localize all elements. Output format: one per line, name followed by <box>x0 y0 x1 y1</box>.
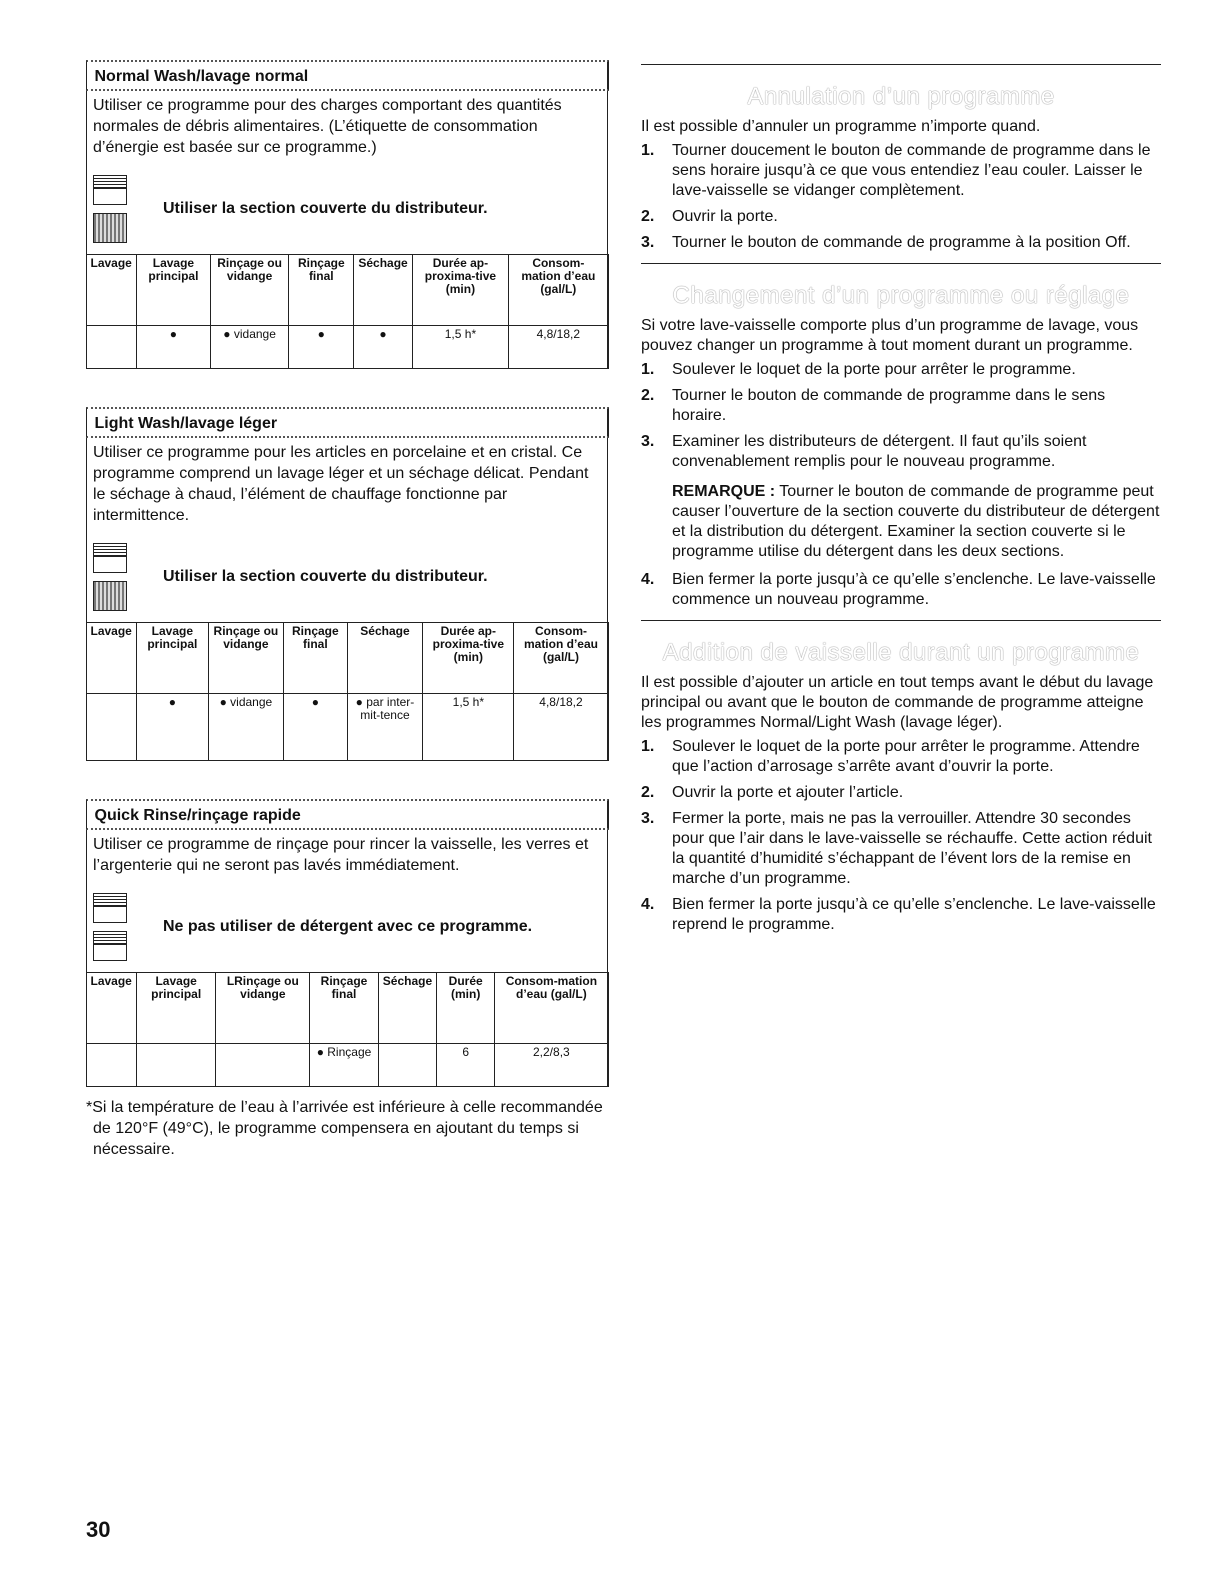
dispenser-instruction-text: Ne pas utiliser de détergent avec ce programme. <box>163 918 533 935</box>
section-change <box>641 263 1161 610</box>
table-header: LRinçage ou vidange <box>216 973 310 1044</box>
table-header: Lavage principal <box>136 255 210 326</box>
steps-list <box>641 570 1161 610</box>
cycle-title: Light Wash/lavage léger <box>86 407 609 438</box>
table-cell: ● <box>283 694 347 761</box>
note <box>641 482 1161 562</box>
cycle-light-wash <box>86 407 608 761</box>
section-add <box>641 620 1161 935</box>
open-dispenser-icon <box>93 893 127 923</box>
list-item: 1. Soulever le loquet de la porte pour arrêter le programme. Attendre que l’action d’arrosage s’arrête avant d’ouvrir la porte. <box>641 738 1140 775</box>
table-header: Rinçage final <box>289 255 354 326</box>
section-title: Addition de vaisselle durant un programme <box>662 639 1140 666</box>
table-header: Lavage principal <box>136 973 216 1044</box>
steps-list <box>641 360 1161 472</box>
section-intro: Il est possible d’ajouter un article en tout temps avant le début du lavage principal ou avant que le bouton de commande de programme atteigne les programmes Normal/Light Wash (lavage léger). <box>641 674 1154 731</box>
table-header: Rinçage ou vidange <box>208 623 283 694</box>
section-title: Annulation d’un programme <box>747 83 1055 110</box>
table-header: Durée (min) <box>437 973 495 1044</box>
table-cell: ● <box>354 326 412 369</box>
table-header: Lavage principal <box>136 623 208 694</box>
table-header: Consom-mation d’eau (gal/L) <box>495 973 608 1044</box>
table-header: Séchage <box>378 973 436 1044</box>
dispenser-instruction <box>87 882 607 972</box>
table-cell <box>216 1044 310 1087</box>
left-column <box>86 60 608 1160</box>
table-header: Lavage <box>86 973 136 1044</box>
cycle-description: Utiliser ce programme pour des charges comportant des quantités normales de débris alimentaires. (L’étiquette de consommation d’énergie est basée sur ce programme.) <box>93 97 562 156</box>
table-cell: 1,5 h* <box>412 326 508 369</box>
table-cell <box>86 694 136 761</box>
footnote <box>86 1097 608 1160</box>
cycle-table <box>86 972 609 1087</box>
right-column <box>641 64 1161 945</box>
steps-list <box>641 141 1161 253</box>
open-dispenser-icon <box>93 175 127 205</box>
section-cancel <box>641 64 1161 253</box>
covered-dispenser-filled-icon <box>93 581 127 611</box>
section-intro: Si votre lave-vaisselle comporte plus d’un programme de lavage, vous pouvez changer un programme à tout moment durant un programme. <box>641 317 1139 354</box>
list-item: 3. Examiner les distributeurs de détergent. Il faut qu’ils soient convenablement remplis pour le nouveau programme. <box>641 433 1087 470</box>
table-cell <box>86 326 136 369</box>
list-item: 4. Bien fermer la porte jusqu’à ce qu’elle s’enclenche. Le lave-vaisselle commence un nouveau programme. <box>641 571 1156 608</box>
table-header: Consom-mation d’eau (gal/L) <box>514 623 608 694</box>
table-header: Rinçage final <box>283 623 347 694</box>
list-item: 1. Soulever le loquet de la porte pour arrêter le programme. <box>641 361 1076 378</box>
cycle-description: Utiliser ce programme pour les articles en porcelaine et en cristal. Ce programme comprend un lavage léger et un séchage délicat. Pendant le séchage à chaud, l’élément de chauffage fonctionne par intermittence. <box>93 444 589 524</box>
cycle-title: Normal Wash/lavage normal <box>86 60 609 91</box>
note-label: REMARQUE : <box>672 483 776 500</box>
table-cell: 2,2/8,3 <box>495 1044 608 1087</box>
table-cell: ● <box>136 326 210 369</box>
section-intro: Il est possible d’annuler un programme n’importe quand. <box>641 118 1041 135</box>
list-item: 2. Ouvrir la porte et ajouter l’article. <box>641 784 904 801</box>
dispenser-instruction-text: Utiliser la section couverte du distributeur. <box>163 200 488 217</box>
table-header: Rinçage final <box>310 973 379 1044</box>
list-item: 3. Tourner le bouton de commande de programme à la position Off. <box>641 234 1131 251</box>
covered-dispenser-filled-icon <box>93 213 127 243</box>
table-header: Séchage <box>354 255 412 326</box>
open-dispenser-icon <box>93 543 127 573</box>
cycle-title: Quick Rinse/rinçage rapide <box>86 799 609 830</box>
list-item: 2. Tourner le bouton de commande de programme dans le sens horaire. <box>641 387 1106 424</box>
note-text: Tourner le bouton de commande de programme peut causer l’ouverture de la section couverte du distributeur de détergent et la distribution du détergent. Examiner la section couverte si le programme utilise du détergent dans les deux sections. <box>672 483 1160 560</box>
table-header: Séchage <box>347 623 422 694</box>
table-cell <box>136 1044 216 1087</box>
footnote-text: *Si la température de l’eau à l’arrivée est inférieure à celle recommandée de 120°F (49°C), le programme compensera en ajoutant du temps si nécessaire. <box>86 1099 603 1158</box>
table-cell: 6 <box>437 1044 495 1087</box>
table-header: Lavage <box>86 623 136 694</box>
list-item: 3. Fermer la porte, mais ne pas la verrouiller. Attendre 30 secondes pour que l’air dans le lave-vaisselle se réchauffe. Cette action réduit la quantité d’humidité s’échappant de l’évent lors de la remise en marche d’un programme. <box>641 810 1152 887</box>
cycle-description: Utiliser ce programme de rinçage pour rincer la vaisselle, les verres et l’argenterie qui ne seront pas lavés immédiatement. <box>93 836 589 874</box>
table-cell: ● vidange <box>210 326 288 369</box>
section-title: Changement d’un programme ou réglage <box>672 282 1130 309</box>
list-item: 2. Ouvrir la porte. <box>641 208 778 225</box>
table-header: Consom-mation d’eau (gal/L) <box>509 255 608 326</box>
dispenser-instruction <box>87 532 607 622</box>
cycle-normal-wash <box>86 60 608 369</box>
table-cell: 1,5 h* <box>423 694 514 761</box>
table-cell: 4,8/18,2 <box>509 326 608 369</box>
table-cell: ● Rinçage <box>310 1044 379 1087</box>
table-cell <box>378 1044 436 1087</box>
table-cell: ● <box>136 694 208 761</box>
cycle-quick-rinse <box>86 799 608 1087</box>
table-cell: ● <box>289 326 354 369</box>
dispenser-instruction <box>87 164 607 254</box>
open-dispenser-icon <box>93 931 127 961</box>
table-cell: 4,8/18,2 <box>514 694 608 761</box>
table-header: Rinçage ou vidange <box>210 255 288 326</box>
table-header: Lavage <box>86 255 136 326</box>
dispenser-instruction-text: Utiliser la section couverte du distributeur. <box>163 568 488 585</box>
table-cell: ● par inter-mit-tence <box>347 694 422 761</box>
list-item: 4. Bien fermer la porte jusqu’à ce qu’elle s’enclenche. Le lave-vaisselle reprend le programme. <box>641 896 1156 933</box>
table-header: Durée ap-proxima-tive (min) <box>423 623 514 694</box>
cycle-table <box>86 622 609 761</box>
table-header: Durée ap-proxima-tive (min) <box>412 255 508 326</box>
table-cell <box>86 1044 136 1087</box>
page-number: 30 <box>86 1517 111 1542</box>
table-cell: ● vidange <box>208 694 283 761</box>
steps-list <box>641 737 1161 935</box>
list-item: 1. Tourner doucement le bouton de commande de programme dans le sens horaire jusqu’à ce que vous entendiez l’eau couler. Laisser le lave-vaisselle se vidanger complètement. <box>641 142 1151 199</box>
cycle-table <box>86 254 609 369</box>
